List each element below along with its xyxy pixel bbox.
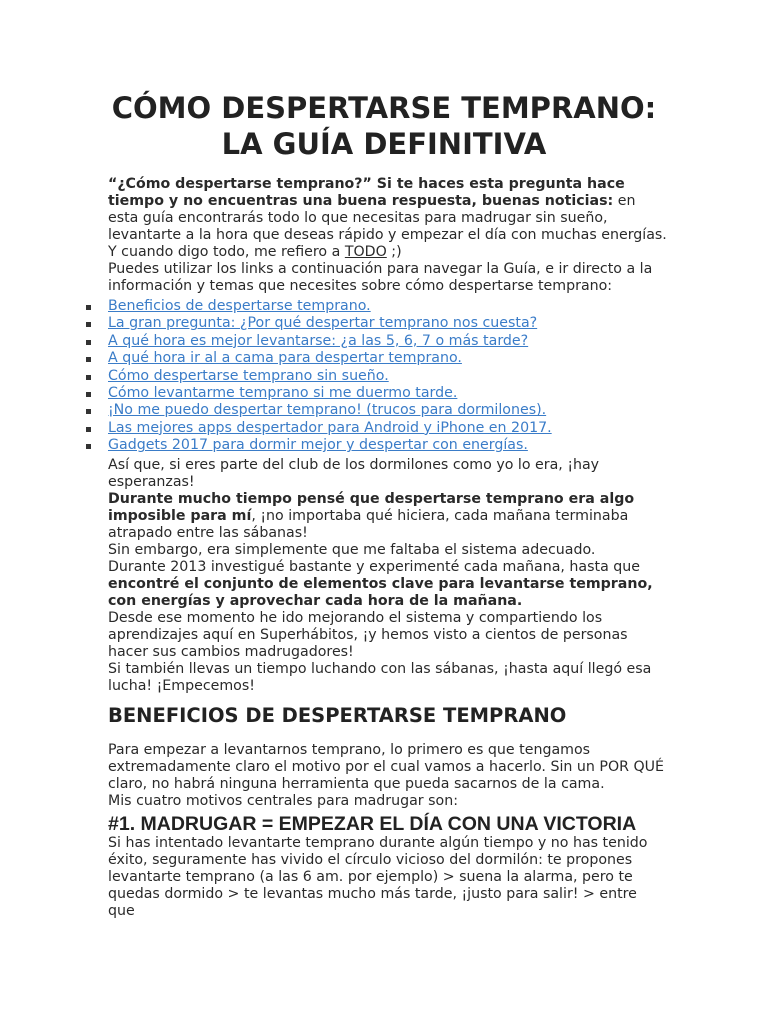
toc-link[interactable]: ¡No me puedo despertar temprano! (trucos para dormilones). [108,402,547,419]
links-intro-paragraph: Puedes utilizar los links a continuación para navegar la Guía, e ir directo a la información y temas que necesites sobre cómo despertarse temprano: [108,261,653,294]
title-line-1: CÓMO DESPERTARSE TEMPRANO: [111,91,657,125]
bullet-icon [86,375,91,380]
section-heading-benefits: BENEFICIOS DE DESPERTARSE TEMPRANO [108,704,567,727]
toc-link[interactable]: Beneficios de despertarse temprano. [108,298,371,314]
toc-item [84,298,684,315]
story-paragraph: Desde ese momento he ido mejorando el sistema y compartiendo los aprendizajes aquí en Superhábitos, ¡y hemos visto a cientos de personas hacer sus cambios madrugadores! [108,610,628,660]
story-paragraph: Si también llevas un tiempo luchando con las sábanas, ¡hasta aquí llegó esa lucha! ¡Empecemos! [108,661,652,694]
toc-link[interactable]: Cómo despertarse temprano sin sueño. [108,367,389,384]
todo-paragraph [108,244,668,261]
bullet-icon [86,409,91,414]
intro-text: en esta guía encontrarás todo lo que necesitas para madrugar sin sueño, levantarte a la hora que deseas rápido y empezar el día con muchas energías. [108,193,667,243]
bullet-icon [86,322,91,327]
story-text: Durante 2013 investigué bastante y experimenté cada mañana, hasta que [108,559,640,575]
toc-item [84,437,684,454]
bullet-icon [86,305,91,310]
title-line-2: LA GUÍA DEFINITIVA [221,127,547,161]
intro-block [108,176,668,295]
bullet-icon [86,444,91,449]
toc-item [84,350,684,367]
toc-link[interactable]: Las mejores apps despertador para Android y iPhone en 2017. [108,419,552,436]
toc-link[interactable]: Cómo levantarme temprano si me duermo tarde. [108,385,458,402]
toc-item [84,333,684,350]
story-paragraph [108,559,668,610]
story-paragraph: Sin embargo, era simplemente que me faltaba el sistema adecuado. [108,542,596,558]
toc-item [84,385,684,402]
todo-link[interactable]: TODO [344,244,387,260]
toc-item [84,402,684,419]
page-title [0,90,768,162]
benefits-paragraph: Para empezar a levantarnos temprano, lo primero es que tengamos extremadamente claro el motivo por el cual vamos a hacerlo. Sin un POR QUÉ claro, no habrá ninguna herramienta que pueda sacarnos de la cama. [108,742,664,792]
todo-suffix: ;) [386,244,402,260]
story-block [108,457,668,695]
bullet-icon [86,340,91,345]
benefits-block [108,742,668,810]
toc-item [84,368,684,385]
toc-link[interactable]: A qué hora ir al a cama para despertar temprano. [108,350,462,367]
story-bold-text: encontré el conjunto de elementos clave para levantarse temprano, con energías y aprovechar cada hora de la mañana. [108,576,653,609]
section-heading-victory: #1. MADRUGAR = EMPEZAR EL DÍA CON UNA VICTORIA [108,813,637,835]
bullet-icon [86,427,91,432]
story-text: , ¡no importaba qué hiciera, cada mañana terminaba atrapado entre las sábanas! [108,508,629,541]
story-bold-text: Durante mucho tiempo pensé que despertarse temprano era algo imposible para mí [108,491,635,524]
toc-link[interactable]: A qué hora es mejor levantarse: ¿a las 5, 6, 7 o más tarde? [108,332,529,349]
victory-paragraph: Si has intentado levantarte temprano durante algún tiempo y no has tenido éxito, seguramente has vivido el círculo vicioso del dormilón: te propones levantarte temprano (a las 6 am. por ejemplo) > suena la alarma, pero te quedas dormido > te levantas mucho más tarde, ¡justo para salir! > entre que [108,835,648,919]
story-paragraph [108,491,668,542]
table-of-contents [84,298,684,455]
bullet-icon [86,357,91,362]
toc-link[interactable]: La gran pregunta: ¿Por qué despertar temprano nos cuesta? [108,315,538,332]
intro-paragraph [108,176,668,244]
toc-link[interactable]: Gadgets 2017 para dormir mejor y despertar con energías. [108,437,528,454]
victory-block [108,835,668,920]
todo-prefix: Y cuando digo todo, me refiero a [108,244,345,260]
toc-item [84,315,684,332]
intro-bold-text: “¿Cómo despertarse temprano?” Si te haces esta pregunta hace tiempo y no encuentras una buena respuesta, buenas noticias: [108,176,625,209]
bullet-icon [86,392,91,397]
story-paragraph: Así que, si eres parte del club de los dormilones como yo lo era, ¡hay esperanzas! [108,457,600,490]
toc-item [84,420,684,437]
benefits-paragraph: Mis cuatro motivos centrales para madrugar son: [108,793,458,809]
